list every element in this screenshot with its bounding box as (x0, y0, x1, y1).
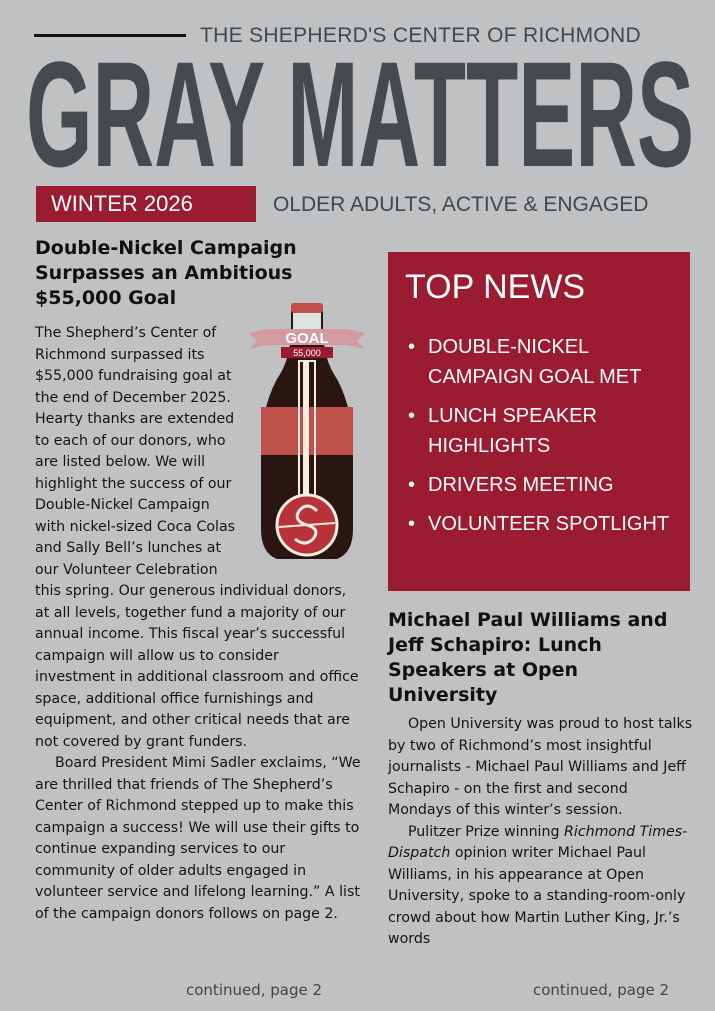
top-news-item: • VOLUNTEER SPOTLIGHT (406, 509, 690, 539)
lead-story-paragraph: The Shepherd’s Center of Richmond surpassed its $55,000 fundraising goal at the end of December 2025. Hearty thanks are extended to each of our donors, who are listed below. We will highlight the success of our Double-Nickel Campaign with nickel-sized Coca Colas and Sally Bell’s lunches at our Volunteer Celebration this spring. Our generous individual donors, at all levels, together fund a majority of our annual income. This fiscal year’s successful campaign will allow us to consider investment in additional classroom and office space, additional office furnishings and equipment, and other critical needs that are not covered by grant funders. (35, 325, 359, 750)
text-run: opinion writer Michael Paul Williams, in his appearance at Open University, spoke to a standing-room-only crowd about how Martin Luther King, Jr.’s words (388, 845, 686, 947)
top-news-heading: TOP NEWS (405, 268, 586, 306)
top-news-item: • LUNCH SPEAKER HIGHLIGHTS (406, 401, 690, 461)
continued-link[interactable]: continued, page 2 (533, 981, 670, 999)
top-news-item: • DOUBLE-NICKEL CAMPAIGN GOAL MET (406, 332, 690, 392)
second-story-headline: Michael Paul Williams and Jeff Schapiro: Lunch Speakers at Open University (388, 609, 668, 706)
goal-amount-text: 55,000 (293, 348, 321, 358)
issue-season-badge: WINTER 2026 (36, 186, 256, 222)
second-story (388, 608, 693, 951)
lead-story-headline: Double-Nickel Campaign Surpasses an Ambitious $55,000 Goal (35, 237, 297, 309)
continued-link[interactable]: continued, page 2 (186, 981, 323, 999)
publication-name: Richmond Times-Dispatch (388, 823, 688, 861)
top-news-list (406, 332, 690, 548)
coke-bottle-thermometer-graphic (243, 303, 371, 565)
goal-banner-text: GOAL (285, 330, 329, 347)
svg-text:GRAY MATTERS: GRAY MATTERS (26, 40, 694, 170)
organization-name: THE SHEPHERD'S CENTER OF RICHMOND (200, 24, 641, 47)
text-run: Pulitzer Prize winning (408, 823, 565, 840)
lead-story (35, 236, 361, 925)
second-story-paragraph: Open University was proud to host talks by two of Richmond’s most insightful journalists - Michael Paul Williams and Jeff Schapiro - on the first and second Mondays of this winter’s session. (388, 716, 693, 818)
newsletter-title (26, 40, 696, 170)
second-story-paragraph (388, 822, 693, 951)
tagline: OLDER ADULTS, ACTIVE & ENGAGED (273, 193, 649, 216)
masthead-rule (34, 34, 186, 37)
top-news-item: • DRIVERS MEETING (406, 470, 690, 500)
lead-story-paragraph: Board President Mimi Sadler exclaims, “We are thrilled that friends of The Shepherd’s Center of Richmond stepped up to make this campaign a success! We will use their gifts to continue expanding services to our community of older adults engaged in volunteer service and lifelong learning.” A list of the campaign donors follows on page 2. (35, 755, 361, 922)
top-news-box (388, 252, 690, 591)
